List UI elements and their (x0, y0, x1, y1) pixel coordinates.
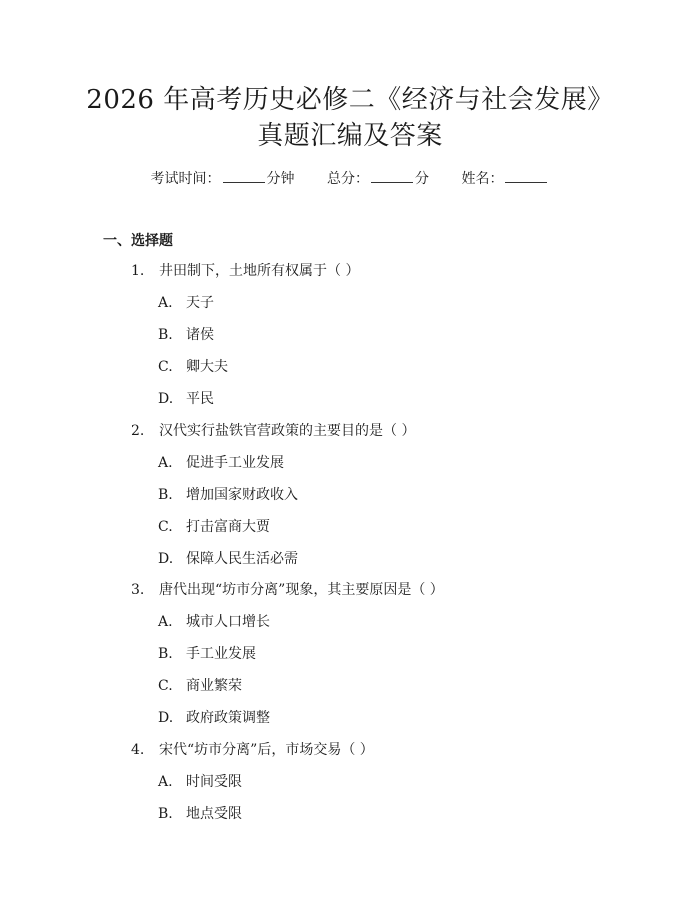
option-letter: A. (158, 295, 173, 311)
option-text: 平民 (186, 391, 214, 407)
total-score-unit: 分 (415, 171, 429, 187)
q3-option-c (158, 677, 242, 695)
q1-option-a (158, 294, 214, 312)
exam-time-blank (223, 170, 265, 183)
option-text: 城市人口增长 (186, 614, 270, 630)
question-text: 井田制下，土地所有权属于（ ） (159, 263, 360, 279)
option-letter: B. (158, 806, 173, 822)
q2-option-b (158, 486, 298, 504)
question-2 (131, 422, 415, 440)
exam-info-line (0, 170, 700, 188)
q2-option-a (158, 454, 284, 472)
document-title-line1: 2026 年高考历史必修二《经济与社会发展》 (86, 85, 614, 115)
option-letter: C. (158, 519, 173, 535)
option-text: 卿大夫 (186, 359, 228, 375)
option-text: 地点受限 (186, 806, 242, 822)
option-text: 天子 (186, 295, 214, 311)
option-text: 增加国家财政收入 (186, 487, 298, 503)
option-letter: B. (158, 646, 173, 662)
question-number: 2. (131, 423, 145, 439)
option-letter: C. (158, 678, 173, 694)
option-text: 时间受限 (186, 774, 242, 790)
option-letter: D. (158, 391, 174, 407)
question-1 (131, 262, 359, 280)
q1-option-c (158, 358, 228, 376)
q4-option-b (158, 805, 242, 823)
q2-option-c (158, 518, 270, 536)
total-score-label: 总分： (327, 171, 369, 187)
document-title-line2: 真题汇编及答案 (257, 121, 443, 151)
question-number: 1. (131, 263, 145, 279)
name-field (461, 170, 549, 188)
question-text: 宋代“坊市分离”后，市场交易（ ） (159, 742, 374, 758)
option-letter: A. (158, 774, 173, 790)
q1-option-d (158, 390, 214, 408)
option-text: 诸侯 (186, 327, 214, 343)
q3-option-b (158, 645, 256, 663)
option-letter: C. (158, 359, 173, 375)
option-letter: A. (158, 455, 173, 471)
question-text: 唐代出现“坊市分离”现象，其主要原因是（ ） (159, 582, 444, 598)
total-score-field (327, 170, 429, 188)
question-4 (131, 741, 374, 759)
q3-option-d (158, 709, 270, 727)
q2-option-d (158, 550, 298, 568)
q3-option-a (158, 613, 270, 631)
question-number: 4. (131, 742, 145, 758)
q4-option-a (158, 773, 242, 791)
name-label: 姓名： (461, 171, 504, 187)
exam-time-field (151, 170, 295, 188)
option-letter: D. (158, 710, 174, 726)
section-title-choice: 一、选择题 (103, 233, 173, 249)
question-text: 汉代实行盐铁官营政策的主要目的是（ ） (159, 423, 416, 439)
option-text: 保障人民生活必需 (186, 551, 298, 567)
option-text: 打击富商大贾 (186, 519, 270, 535)
question-number: 3. (131, 582, 145, 598)
option-letter: D. (158, 551, 174, 567)
total-score-blank (371, 170, 413, 183)
name-blank (505, 170, 547, 183)
q1-option-b (158, 326, 214, 344)
option-text: 促进手工业发展 (186, 455, 284, 471)
option-text: 政府政策调整 (186, 710, 270, 726)
option-text: 商业繁荣 (186, 678, 242, 694)
exam-time-unit: 分钟 (266, 171, 295, 187)
option-text: 手工业发展 (186, 646, 256, 662)
option-letter: B. (158, 327, 173, 343)
question-3 (131, 581, 444, 599)
exam-time-label: 考试时间： (150, 171, 221, 187)
option-letter: A. (158, 614, 173, 630)
option-letter: B. (158, 487, 173, 503)
